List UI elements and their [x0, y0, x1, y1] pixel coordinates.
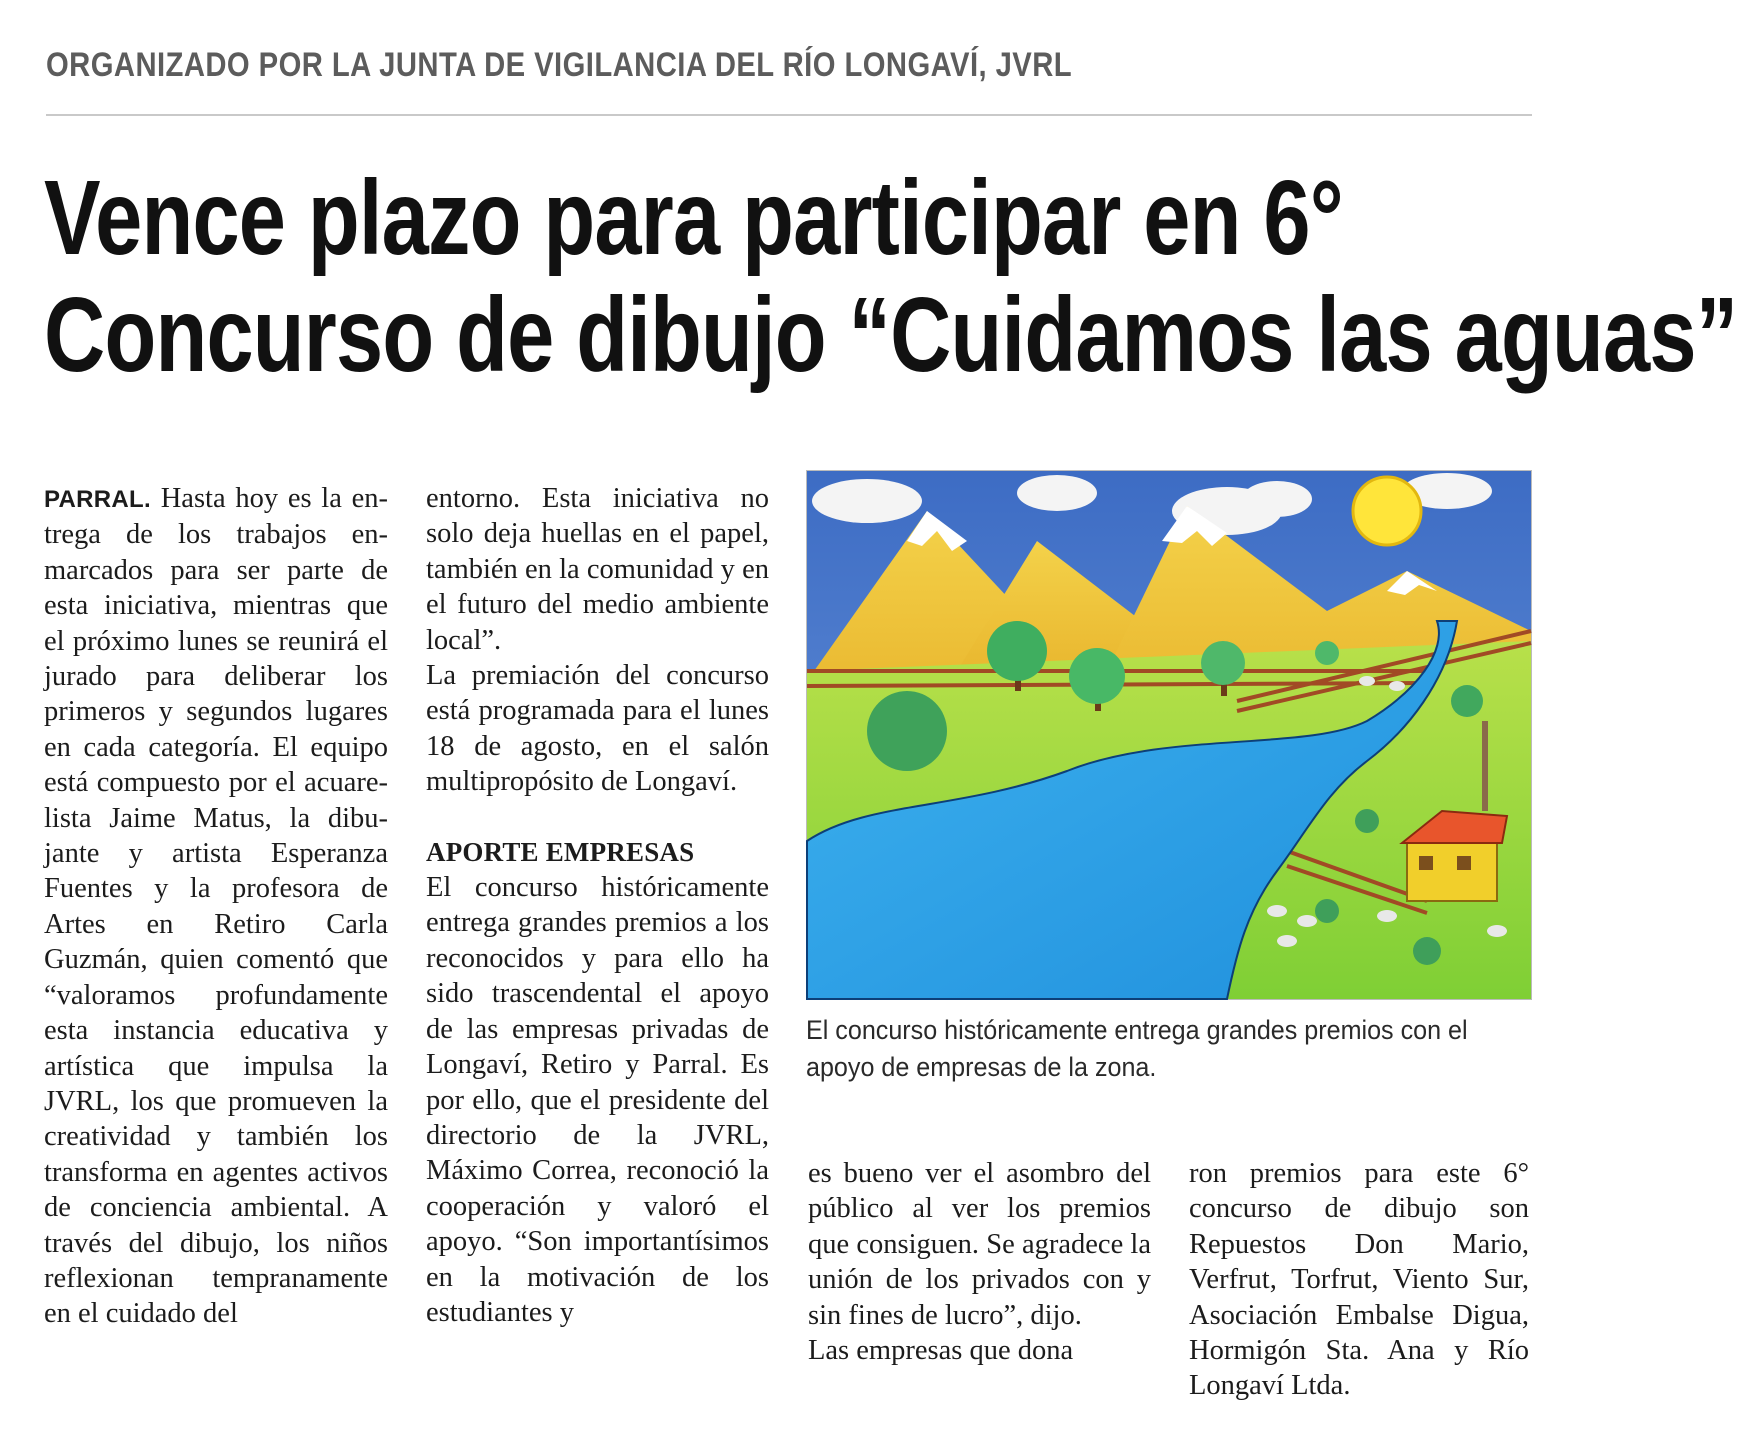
paragraph: Las empresas que dona: [808, 1335, 1074, 1367]
paragraph: El concurso históricamente entrega grandes premios a los reconocidos y para ello ha sido trascendental el apoyo de las empresas privadas de Longaví, Retiro y Parral. Es por ello, que el presidente del directorio de la JVRL, Máximo Correa, reconoció la cooperación y valoró el apoyo. “Son importantísimos en la motivación de los estudiantes y: [426, 872, 769, 1328]
headline-line-2: Concurso de dibujo “Cuidamos las aguas”: [44, 276, 1737, 394]
children-drawing-illustration: [807, 471, 1531, 999]
sun: [1353, 477, 1421, 545]
section-kicker: ORGANIZADO POR LA JUNTA DE VIGILANCIA DEL RÍO LONGAVÍ, JVRL: [46, 46, 1073, 84]
paragraph: ron premios para este 6° concurso de dibujo son Repuestos Don Mario, Verfrut, Torfrut, Viento Sur, Asociación Embalse Digua, Hormigón Sta. Ana y Río Longaví Ltda.: [1189, 1158, 1529, 1402]
paragraph: es bueno ver el asombro del público al ver los premios que consiguen. Se agradece la unión de los privados con y sin fines de lucro”, dijo.: [808, 1158, 1151, 1331]
paragraph: La premiación del concurso está programada para el lunes 18 de agosto, en el salón multipropósito de Longaví.: [426, 660, 769, 798]
photo-caption: El concurso históricamente entrega grandes premios con el apoyo de empresas de la zona.: [806, 1015, 1468, 1082]
dateline: PARRAL.: [44, 486, 151, 513]
article-photo: [806, 470, 1532, 1000]
paragraph-lead: Hasta hoy es la entrega de los trabajos enmarcados para ser parte de esta iniciativa, mientras que el próximo lunes se reunirá el jurado para deliberar los primeros y segundos lugares en cada categoría. El equipo está compuesto por el acuarelista Jaime Matus, la dibujante y artista Esperanza Fuentes y la profesora de Artes en Retiro Carla Guzmán, quien comentó que “valoramos profundamente esta instancia educativa y artística que impulsa la JVRL, los que promueven la creatividad y también los transforma en agentes activos de conciencia ambiental. A través del dibujo, los niños reflexionan tempranamente en el cuidado del: [44, 483, 388, 1330]
article-column-1: [44, 481, 388, 1332]
article-column-2: [426, 481, 769, 1330]
headline-line-1: Vence plazo para participar en 6°: [44, 159, 1343, 277]
subheading: APORTE EMPRESAS: [426, 836, 695, 867]
article-column-4: [1189, 1156, 1529, 1404]
header-divider: [46, 114, 1532, 116]
article-column-3: [808, 1156, 1151, 1368]
headline: [44, 159, 1737, 394]
paragraph: entorno. Esta iniciativa no solo deja huellas en el papel, también en la comunidad y en el futuro del medio ambiente local”.: [426, 483, 769, 656]
